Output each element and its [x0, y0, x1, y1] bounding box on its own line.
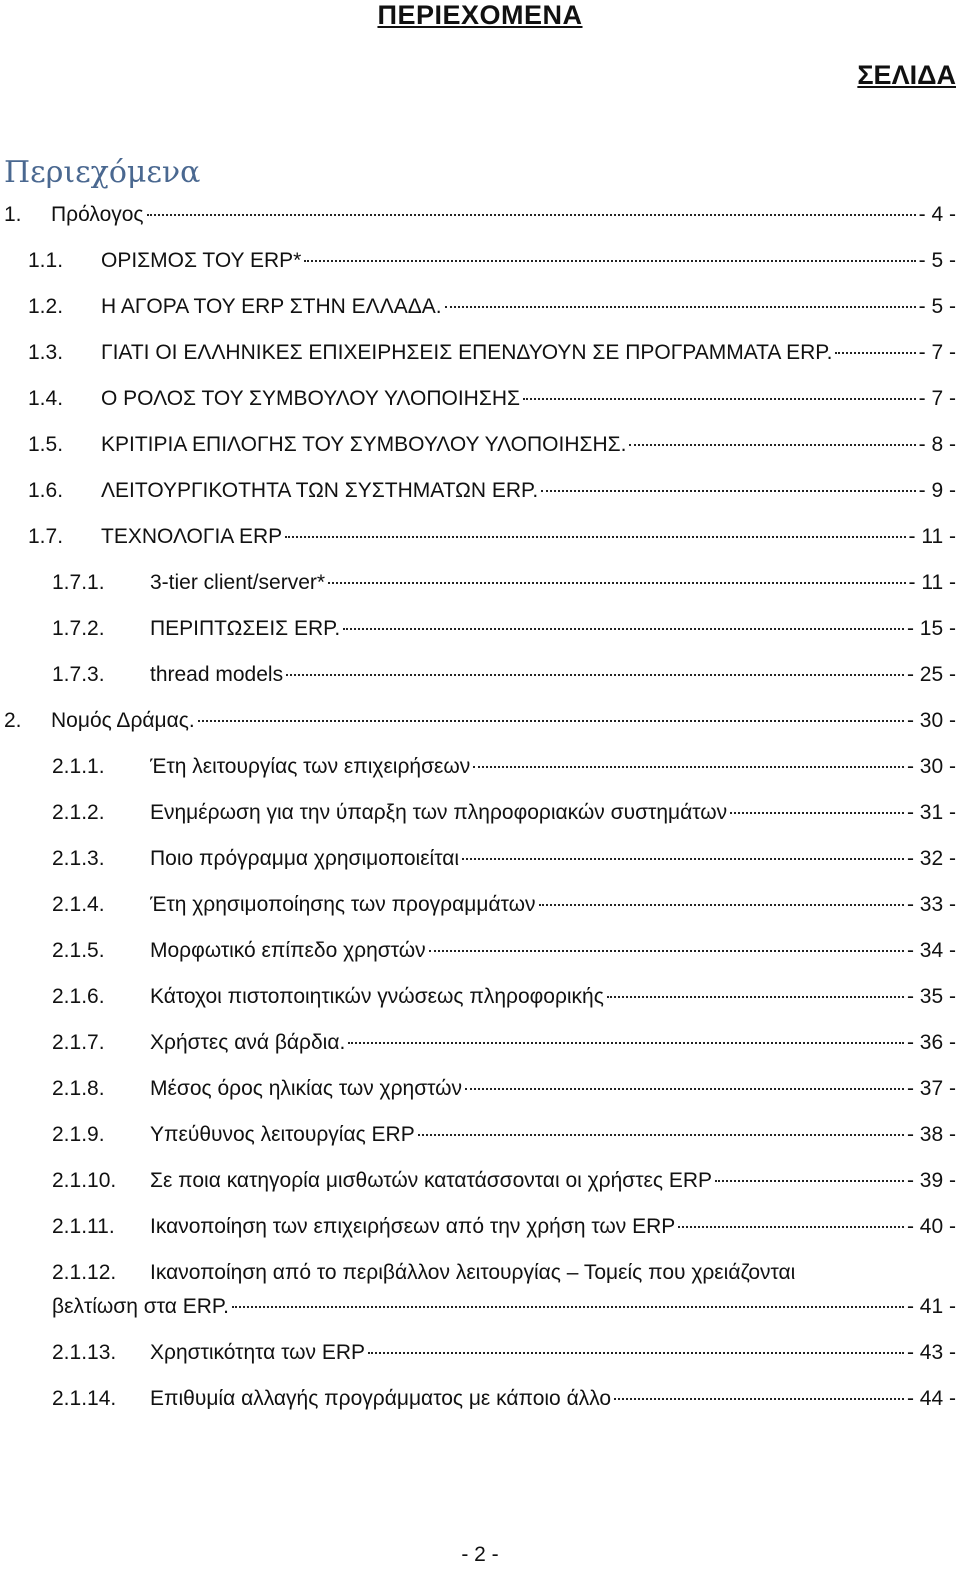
toc-entry-title-continued: βελτίωση στα ERP.: [52, 1295, 230, 1318]
toc-entry-title: ΚΡΙΤΙΡΙΑ ΕΠΙΛΟΓΗΣ ΤΟΥ ΣΥΜΒΟΥΛΟΥ ΥΛΟΠΟΙΗΣΗΣ.: [101, 433, 627, 456]
toc-entry-title: Πρόλογος: [51, 203, 144, 226]
toc-entry-page: - 7 -: [918, 341, 956, 364]
toc-entry-title: 3-tier client/server*: [150, 571, 326, 594]
toc-entry-2[interactable]: [4, 709, 956, 739]
toc-entry-page: - 43 -: [906, 1341, 956, 1364]
toc-entry-number: 2.1.13.: [52, 1341, 117, 1364]
dot-leader: [328, 582, 905, 584]
dot-leader: [607, 996, 904, 998]
dot-leader: [473, 766, 904, 768]
toc-entry-1-7[interactable]: [28, 525, 956, 555]
toc-entry-page: - 9 -: [918, 479, 956, 502]
toc-entry-page: - 5 -: [918, 249, 956, 272]
toc-entry-title: Σε ποια κατηγορία μισθωτών κατατάσσονται οι χρήστες ERP: [150, 1169, 713, 1192]
toc-entry-page: - 40 -: [906, 1215, 956, 1238]
toc-entry-number: 2.1.9.: [52, 1123, 105, 1146]
toc-entry-number: 1.2.: [28, 295, 64, 318]
toc-entry-title: ΛΕΙΤΟΥΡΓΙΚΟΤΗΤΑ ΤΩΝ ΣΥΣΤΗΜΑΤΩΝ ERP.: [101, 479, 539, 502]
dot-leader: [465, 1088, 904, 1090]
dot-leader: [835, 352, 915, 354]
dot-leader: [285, 536, 905, 538]
toc-entry-2-1-2[interactable]: [52, 801, 956, 831]
dot-leader: [462, 858, 904, 860]
toc-entry-title: Χρήστες ανά βάρδια.: [150, 1031, 346, 1054]
toc-entry-1-7-1[interactable]: [52, 571, 956, 601]
toc-entry-number: 2.1.2.: [52, 801, 105, 824]
toc-entry-2-1-5[interactable]: [52, 939, 956, 969]
toc-entry-1-5[interactable]: [28, 433, 956, 463]
toc-entry-2-1-9[interactable]: [52, 1123, 956, 1153]
toc-entry-2-1-7[interactable]: [52, 1031, 956, 1061]
dot-leader: [304, 260, 915, 262]
dot-leader: [539, 904, 904, 906]
toc-heading: Περιεχόμενα: [4, 155, 201, 190]
toc-entry-number: 1.6.: [28, 479, 64, 502]
toc-entry-number: 1.1.: [28, 249, 64, 272]
toc-entry-page: - 31 -: [906, 801, 956, 824]
toc-entry-number: 1.4.: [28, 387, 64, 410]
dot-leader: [730, 812, 904, 814]
toc-entry-number: 1.7.: [28, 525, 64, 548]
toc-entry-page: - 5 -: [918, 295, 956, 318]
toc-entry-title: Χρηστικότητα των ERP: [150, 1341, 366, 1364]
toc-entry-number: 1.5.: [28, 433, 64, 456]
toc-entry-page: - 25 -: [906, 663, 956, 686]
toc-entry-title: Επιθυμία αλλαγής προγράμματος με κάποιο άλλο: [150, 1387, 612, 1410]
toc-entry-number: 2.1.6.: [52, 985, 105, 1008]
toc-entry-number: 2.: [4, 709, 22, 732]
toc-entry-title: Υπεύθυνος λειτουργίας ERP: [150, 1123, 415, 1146]
toc-entry-2-1-13[interactable]: [52, 1341, 956, 1371]
toc-entry-number: 2.1.4.: [52, 893, 105, 916]
toc-entry-2-1-12-line1[interactable]: [52, 1261, 795, 1285]
toc-entry-title: thread models: [150, 663, 284, 686]
toc-entry-title: Έτη χρησιμοποίησης των προγραμμάτων: [150, 893, 536, 916]
toc-entry-1-3[interactable]: [28, 341, 956, 371]
toc-entry-number: 1.7.3.: [52, 663, 105, 686]
toc-entry-2-1-3[interactable]: [52, 847, 956, 877]
toc-entry-title: Μορφωτικό επίπεδο χρηστών: [150, 939, 426, 962]
toc-entry-title: ΠΕΡΙΠΤΩΣΕΙΣ ERP.: [150, 617, 341, 640]
toc-entry-number: 2.1.8.: [52, 1077, 105, 1100]
dot-leader: [715, 1180, 904, 1182]
page-column-label: ΣΕΛΙΔΑ: [857, 60, 956, 90]
toc-entry-page: - 37 -: [906, 1077, 956, 1100]
toc-entry-number: 2.1.10.: [52, 1169, 117, 1192]
dot-leader: [523, 398, 916, 400]
toc-entry-title: Η ΑΓΟΡΑ ΤΟΥ ERP ΣΤΗΝ ΕΛΛΑΔΑ.: [101, 295, 442, 318]
dot-leader: [343, 628, 904, 630]
dot-leader: [198, 720, 904, 722]
toc-entry-page: - 4 -: [918, 203, 956, 226]
toc-entry-1-6[interactable]: [28, 479, 956, 509]
toc-entry-2-1-8[interactable]: [52, 1077, 956, 1107]
dot-leader: [541, 490, 916, 492]
dot-leader: [678, 1226, 904, 1228]
toc-entry-title: ΟΡΙΣΜΟΣ ΤΟΥ ERP*: [101, 249, 302, 272]
toc-entry-1-4[interactable]: [28, 387, 956, 417]
toc-entry-page: - 41 -: [906, 1295, 956, 1318]
toc-entry-page: - 33 -: [906, 893, 956, 916]
toc-entry-1-2[interactable]: [28, 295, 956, 325]
dot-leader: [418, 1134, 904, 1136]
toc-entry-number: 1.7.1.: [52, 571, 105, 594]
toc-entry-title: Νομός Δράμας.: [51, 709, 195, 732]
toc-entry-2-1-6[interactable]: [52, 985, 956, 1015]
dot-leader: [629, 444, 915, 446]
toc-entry-page: - 11 -: [908, 571, 956, 594]
toc-entry-number: 2.1.5.: [52, 939, 105, 962]
toc-entry-1-1[interactable]: [28, 249, 956, 279]
toc-entry-page: - 11 -: [908, 525, 956, 548]
page-title: ΠΕΡΙΕΧΟΜΕΝΑ: [377, 0, 583, 30]
toc-entry-number: 1.3.: [28, 341, 64, 364]
toc-entry-page: - 38 -: [906, 1123, 956, 1146]
toc-entry-2-1-4[interactable]: [52, 893, 956, 923]
toc-entry-title: Μέσος όρος ηλικίας των χρηστών: [150, 1077, 463, 1100]
toc-entry-page: - 39 -: [906, 1169, 956, 1192]
toc-entry-title: Ικανοποίηση των επιχειρήσεων από την χρήση των ERP: [150, 1215, 676, 1238]
toc-entry-2-1-11[interactable]: [52, 1215, 956, 1245]
toc-entry-1-7-3[interactable]: [52, 663, 956, 693]
toc-entry-title: Ο ΡΟΛΟΣ ΤΟΥ ΣΥΜΒΟΥΛΟΥ ΥΛΟΠΟΙΗΣΗΣ: [101, 387, 520, 410]
toc-entry-number: 1.7.2.: [52, 617, 105, 640]
toc-entry-page: - 32 -: [906, 847, 956, 870]
toc-entry-title: Ικανοποίηση από το περιβάλλον λειτουργίας – Τομείς που χρειάζονται: [150, 1261, 796, 1284]
toc-entry-number: 2.1.14.: [52, 1387, 117, 1410]
footer-page-number: - 2 -: [461, 1543, 499, 1566]
toc-entry-title: Κάτοχοι πιστοποιητικών γνώσεως πληροφορικής: [150, 985, 604, 1008]
dot-leader: [429, 950, 904, 952]
toc-entry-number: 2.1.3.: [52, 847, 105, 870]
toc-entry-number: 2.1.1.: [52, 755, 105, 778]
toc-entry-title: Έτη λειτουργίας των επιχειρήσεων: [150, 755, 471, 778]
toc-entry-title: Ποιο πρόγραμμα χρησιμοποιείται: [150, 847, 460, 870]
toc-entry-1[interactable]: [4, 203, 956, 233]
dot-leader: [147, 214, 916, 216]
dot-leader: [348, 1042, 904, 1044]
toc-entry-title: ΤΕΧΝΟΛΟΓΙΑ ERP: [101, 525, 283, 548]
toc-entry-2-1-14[interactable]: [52, 1387, 956, 1417]
toc-entry-page: - 44 -: [906, 1387, 956, 1410]
toc-entry-page: - 34 -: [906, 939, 956, 962]
toc-entry-number: 1.: [4, 203, 22, 226]
toc-entry-page: - 30 -: [906, 755, 956, 778]
toc-entry-page: - 30 -: [906, 709, 956, 732]
dot-leader: [232, 1306, 904, 1308]
toc-entry-2-1-1[interactable]: [52, 755, 956, 785]
toc-entry-title: Ενημέρωση για την ύπαρξη των πληροφοριακών συστημάτων: [150, 801, 728, 824]
dot-leader: [368, 1352, 904, 1354]
dot-leader: [286, 674, 904, 676]
toc-entry-2-1-12-line2[interactable]: [52, 1295, 956, 1325]
toc-entry-page: - 7 -: [918, 387, 956, 410]
dot-leader: [614, 1398, 904, 1400]
toc-entry-number: 2.1.12.: [52, 1261, 117, 1284]
toc-entry-page: - 36 -: [906, 1031, 956, 1054]
toc-entry-1-7-2[interactable]: [52, 617, 956, 647]
toc-entry-number: 2.1.7.: [52, 1031, 105, 1054]
toc-entry-title: ΓΙΑΤΙ ΟΙ ΕΛΛΗΝΙΚΕΣ ΕΠΙΧΕΙΡΗΣΕΙΣ ΕΠΕΝΔΥΟΥΝ ΣΕ ΠΡΟΓΡΑΜΜΑΤΑ ERP.: [101, 341, 833, 364]
toc-entry-page: - 15 -: [906, 617, 956, 640]
toc-entry-2-1-10[interactable]: [52, 1169, 956, 1199]
dot-leader: [445, 306, 916, 308]
toc-entry-page: - 35 -: [906, 985, 956, 1008]
toc-entry-page: - 8 -: [918, 433, 956, 456]
toc-entry-number: 2.1.11.: [52, 1215, 115, 1238]
